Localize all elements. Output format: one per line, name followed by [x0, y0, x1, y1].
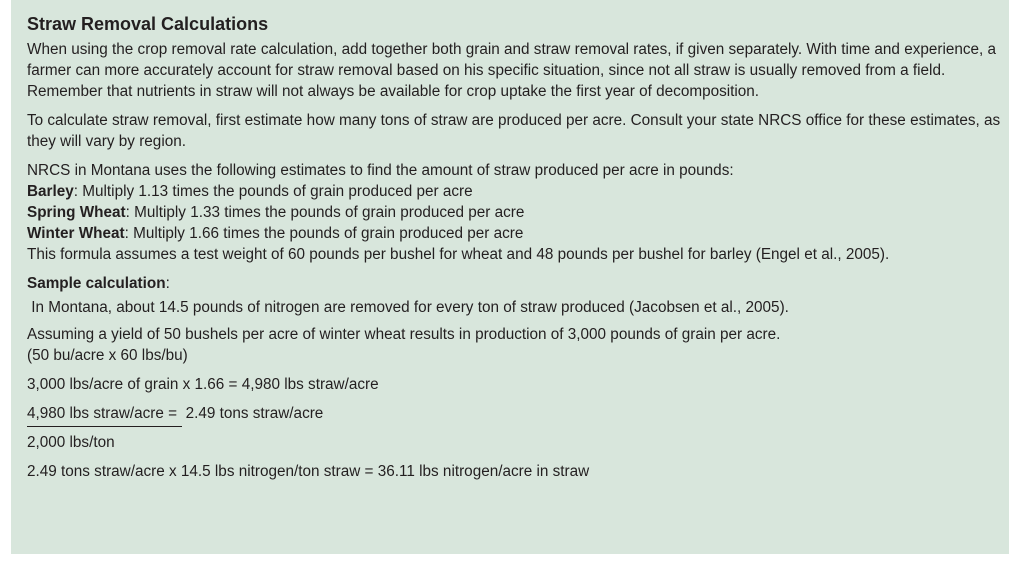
box-content [27, 12, 1002, 482]
crop-row-winter-wheat [27, 223, 1002, 244]
estimate-paragraph: To calculate straw removal, first estimate how many tons of straw are produced per acre. Consult your state NRCS office for these estimates, as they will vary by region. [27, 112, 1001, 150]
nrcs-paragraph: NRCS in Montana uses the following estimates to find the amount of straw produced per acre in pounds: [27, 162, 734, 179]
intro-paragraph: When using the crop removal rate calculation, add together both grain and straw removal rates, if given separately. With time and experience, a farmer can more accurately account for straw removal based on his specific situation, since not all straw is usually removed from a field. Remember that nutrients in straw will not always be available for crop uptake the first year of decomposition. [27, 41, 997, 100]
sample-line-yield: Assuming a yield of 50 bushels per acre of winter wheat results in production of 3,000 pounds of grain per acre. [27, 326, 781, 343]
box-title: Straw Removal Calculations [27, 14, 269, 34]
fraction-denominator: 2,000 lbs/ton [27, 434, 115, 451]
sample-heading [27, 273, 1002, 294]
crop-row-barley [27, 181, 1002, 202]
crop-text: : Multiply 1.33 times the pounds of grain produced per acre [125, 204, 525, 221]
fraction-numerator: 4,980 lbs straw/acre [27, 405, 164, 422]
crop-row-spring-wheat [27, 202, 1002, 223]
sample-heading-text: Sample calculation [27, 275, 166, 292]
sample-line-nitrogen: In Montana, about 14.5 pounds of nitrogen are removed for every ton of straw produced (Jacobsen et al., 2005). [27, 299, 789, 316]
calc-fraction [27, 403, 1002, 424]
fraction-result: = 2.49 tons straw/acre [163, 405, 324, 422]
sidebar-box [11, 0, 1009, 554]
fraction-bar [27, 426, 182, 427]
formula-note: This formula assumes a test weight of 60 pounds per bushel for wheat and 48 pounds per bushel for barley (Engel et al., 2005). [27, 246, 890, 263]
calc-straw-produced: 3,000 lbs/acre of grain x 1.66 = 4,980 lbs straw/acre [27, 376, 379, 393]
crop-text: : Multiply 1.66 times the pounds of grain produced per acre [124, 225, 524, 242]
sample-line-bushels: (50 bu/acre x 60 lbs/bu) [27, 347, 188, 364]
crop-name: Spring Wheat [27, 204, 126, 221]
calc-nitrogen-removed: 2.49 tons straw/acre x 14.5 lbs nitrogen/ton straw = 36.11 lbs nitrogen/acre in straw [27, 463, 590, 480]
sample-heading-colon: : [165, 275, 170, 292]
crop-name: Barley [27, 183, 74, 200]
crop-text: : Multiply 1.13 times the pounds of grain produced per acre [73, 183, 473, 200]
crop-name: Winter Wheat [27, 225, 125, 242]
